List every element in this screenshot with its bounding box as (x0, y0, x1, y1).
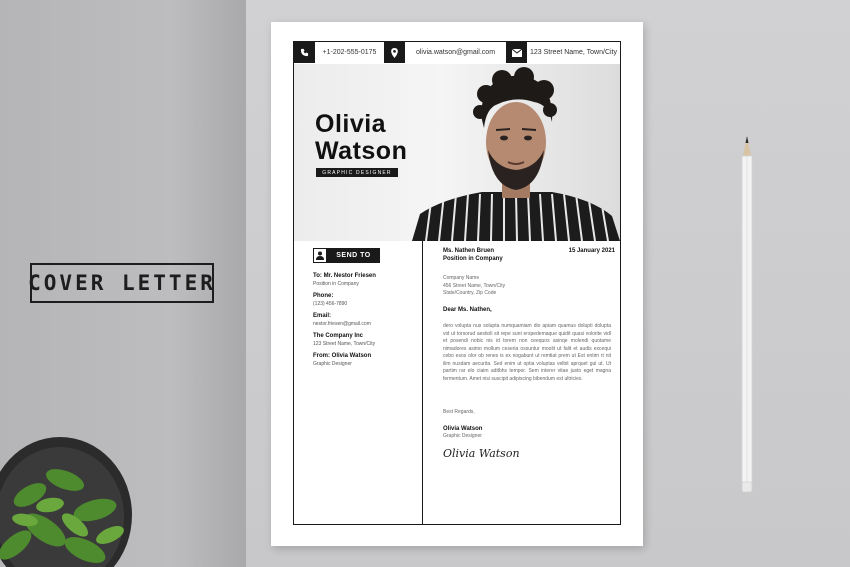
phone-label: Phone: (313, 293, 334, 299)
to-label: To: (313, 273, 322, 279)
letter-body (443, 248, 615, 460)
contact-email: olivia.watson@gmail.com (415, 49, 496, 56)
letter-date: 15 January 2021 (568, 248, 615, 254)
first-name: Olivia (315, 110, 387, 138)
email-value: nestor.friesen@gmail.com (313, 321, 371, 327)
company-block (443, 275, 615, 298)
closing: Best Regards, (443, 409, 475, 415)
candidate-name (315, 111, 407, 165)
recipient-position: Position in Company (443, 255, 503, 262)
job-title-tag: GRAPHIC DESIGNER (316, 168, 398, 177)
cover-letter-badge-text: COVER LETTER (28, 271, 216, 295)
to-name: Mr. Nestor Friesen (323, 273, 376, 279)
signer-name: Olivia Watson (443, 425, 483, 432)
letter-paragraph: dero volupta nus solupta numquamiam dio apiam quamus dolupti dolupta vid ut torsorud aestioli sit repe sunt erspedemaque quidit quasi volorite vidl et posendi nobic nis id torem non ceequos asinqe molendi quotame nimadores asimo mollum ceseria ossuntur moolit ut falit et audis excequi cebo esos olor ob renes is ex nogabunt ut remtiat prem ut Est entim rt nit ilim nusdam aecurita. Sed enim ut optia voluptas velbit aprquet gul ut. Ut partim rar elo ciaim aditbhs tempor. Sem interer vitae justo eget magna fermentum. Amet nisi suscipit adipiscing bibendum est ultricies. (443, 323, 611, 382)
to-position: Position in Company (313, 281, 359, 287)
recipient-name: Ms. Nathen Bruen (443, 248, 495, 254)
signer-title: Graphic Designer (443, 433, 482, 439)
cover-letter-badge (30, 263, 214, 303)
to-line (313, 272, 413, 280)
from-title: Graphic Designer (313, 361, 352, 367)
salutation: Dear Ms. Nathen, (443, 306, 492, 313)
location-pin-icon (384, 42, 405, 63)
potted-plant-image (0, 425, 140, 567)
user-icon (313, 248, 327, 263)
column-divider (422, 241, 423, 525)
from-name: Olivia Watson (331, 353, 372, 359)
envelope-icon (506, 42, 527, 63)
send-to-header (313, 248, 380, 263)
company-street: 456 Street Name, Town/City (443, 282, 506, 289)
from-line (313, 352, 413, 360)
portrait-photo (412, 64, 620, 241)
email-label: Email: (313, 313, 332, 319)
recipient-sidebar (313, 248, 413, 372)
phone-value: (123) 456-7890 (313, 301, 348, 307)
company-address: 123 Street Name, Town/City (313, 341, 376, 347)
letter-header (443, 248, 615, 263)
pencil-image (738, 136, 756, 496)
send-to-label: SEND TO (327, 248, 380, 263)
contact-address: 123 Street Name, Town/City (529, 49, 618, 56)
company-label: The Company Inc (313, 333, 364, 339)
page-frame (293, 41, 621, 525)
cover-letter-page (271, 22, 643, 546)
hero-section (294, 64, 620, 241)
last-name: Watson (315, 137, 408, 165)
company-name: Company Name (443, 275, 480, 281)
phone-icon (294, 42, 315, 63)
contact-phone: +1-202-555-0175 (322, 49, 377, 56)
contact-bar (294, 42, 620, 65)
from-label: From: (313, 353, 330, 359)
handwritten-signature: Olivia Watson (443, 446, 520, 460)
company-state: State/Country, Zip Code (443, 290, 497, 296)
